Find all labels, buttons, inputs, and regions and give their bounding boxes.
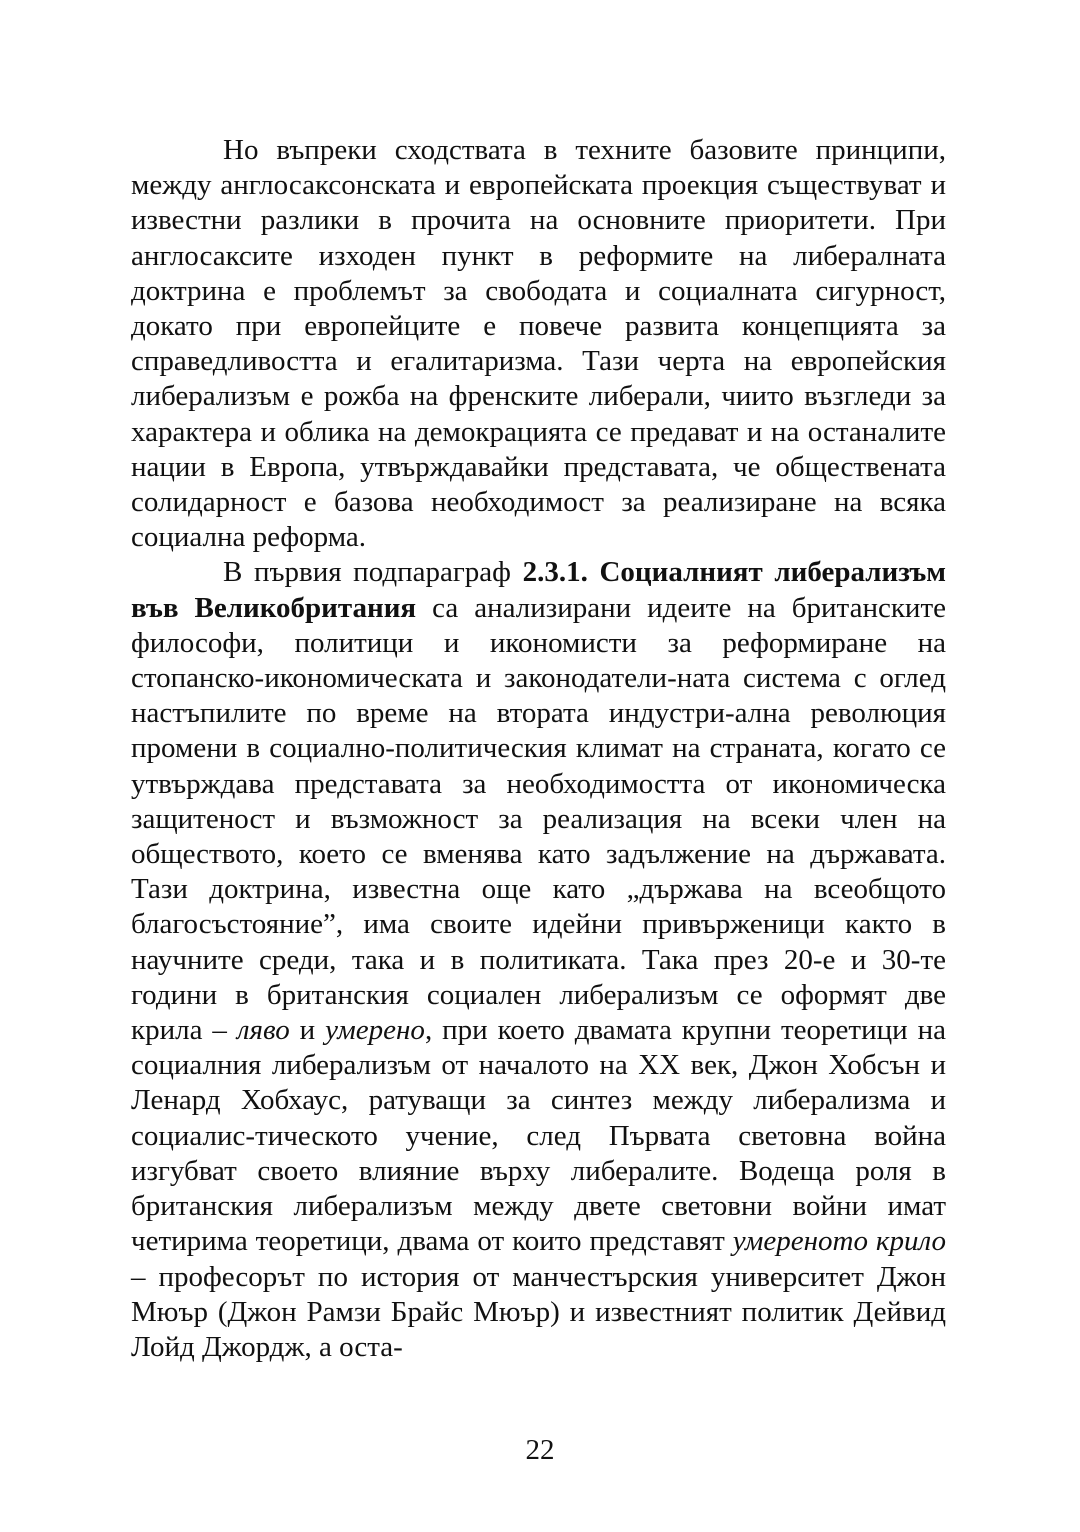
term-moderate-wing: умереното крило — [732, 1225, 946, 1258]
body-text — [131, 133, 946, 1365]
paragraph-2-part-c: – професорът по история от манчестърския университет Джон Мюър (Джон Рамзи Брайс Мюър) и известният политик Дейвид Лойд Джордж, а оста- — [131, 1260, 946, 1363]
section-heading-2-3-1: 2.3.1. Социалният либерализъм във Великобритания — [131, 556, 947, 624]
term-moderate: умерено — [325, 1014, 425, 1047]
page-number: 22 — [525, 1434, 555, 1466]
term-left-wing: ляво — [236, 1014, 290, 1047]
paragraph-1 — [131, 133, 946, 555]
paragraph-2 — [131, 555, 946, 1365]
paragraph-2-intro: В първия подпараграф — [223, 556, 523, 589]
paragraph-2-part-b: , при което двамата крупни теоретици на социалния либерализъм от началото на XX век, Джон Хобсън и Ленард Хобхаус, ратуващи за синтез между либерализма и социалис-тическото учение, след Първата световна война изгубват своето влияние върху либералите. Водеща роля в британския либерализъм между двете световни войни имат четирима теоретици, двама от които представят — [131, 1014, 946, 1258]
paragraph-1-text: Но въпреки сходствата в техните базовите принципи, между англосаксонската и европейската проекция съществуват и известни разлики в прочита на основните приоритети. При англосаксите изходен пункт в реформите на либералната доктрина е проблемът за свободата и социалната сигурност, докато при европейците е повече развита концепцията за справедливостта и егалитаризма. Тази черта на европейския либерализъм е рожба на френските либерали, чиито възгледи за характера и облика на демокрацията се предават и на останалите нации в Европа, утвърждавайки представата, че обществената солидарност е базова необходимост за реализиране на всяка социална реформа. — [131, 134, 946, 554]
paragraph-2-conjunction: и — [289, 1014, 326, 1047]
paragraph-2-part-a: са анализирани идеите на британските философи, политици и икономисти за реформиране на стопанско-икономическата и законодатели-ната система с оглед настъпилите по време на втората индустри-ална революция промени в социално-политическия климат на страната, когато се утвърждава представата за необходимостта от икономическа защитеност и възможност за реализация на всеки член на обществото, което се вменява като задължение на държавата. Тази доктрина, известна още като „държава на всеобщото благосъстояние”, има своите идейни привърженици както в научните среди, така и в политиката. Така през 20-е и 30-те години в британския социален либерализъм се оформят две крила – — [131, 591, 946, 1047]
